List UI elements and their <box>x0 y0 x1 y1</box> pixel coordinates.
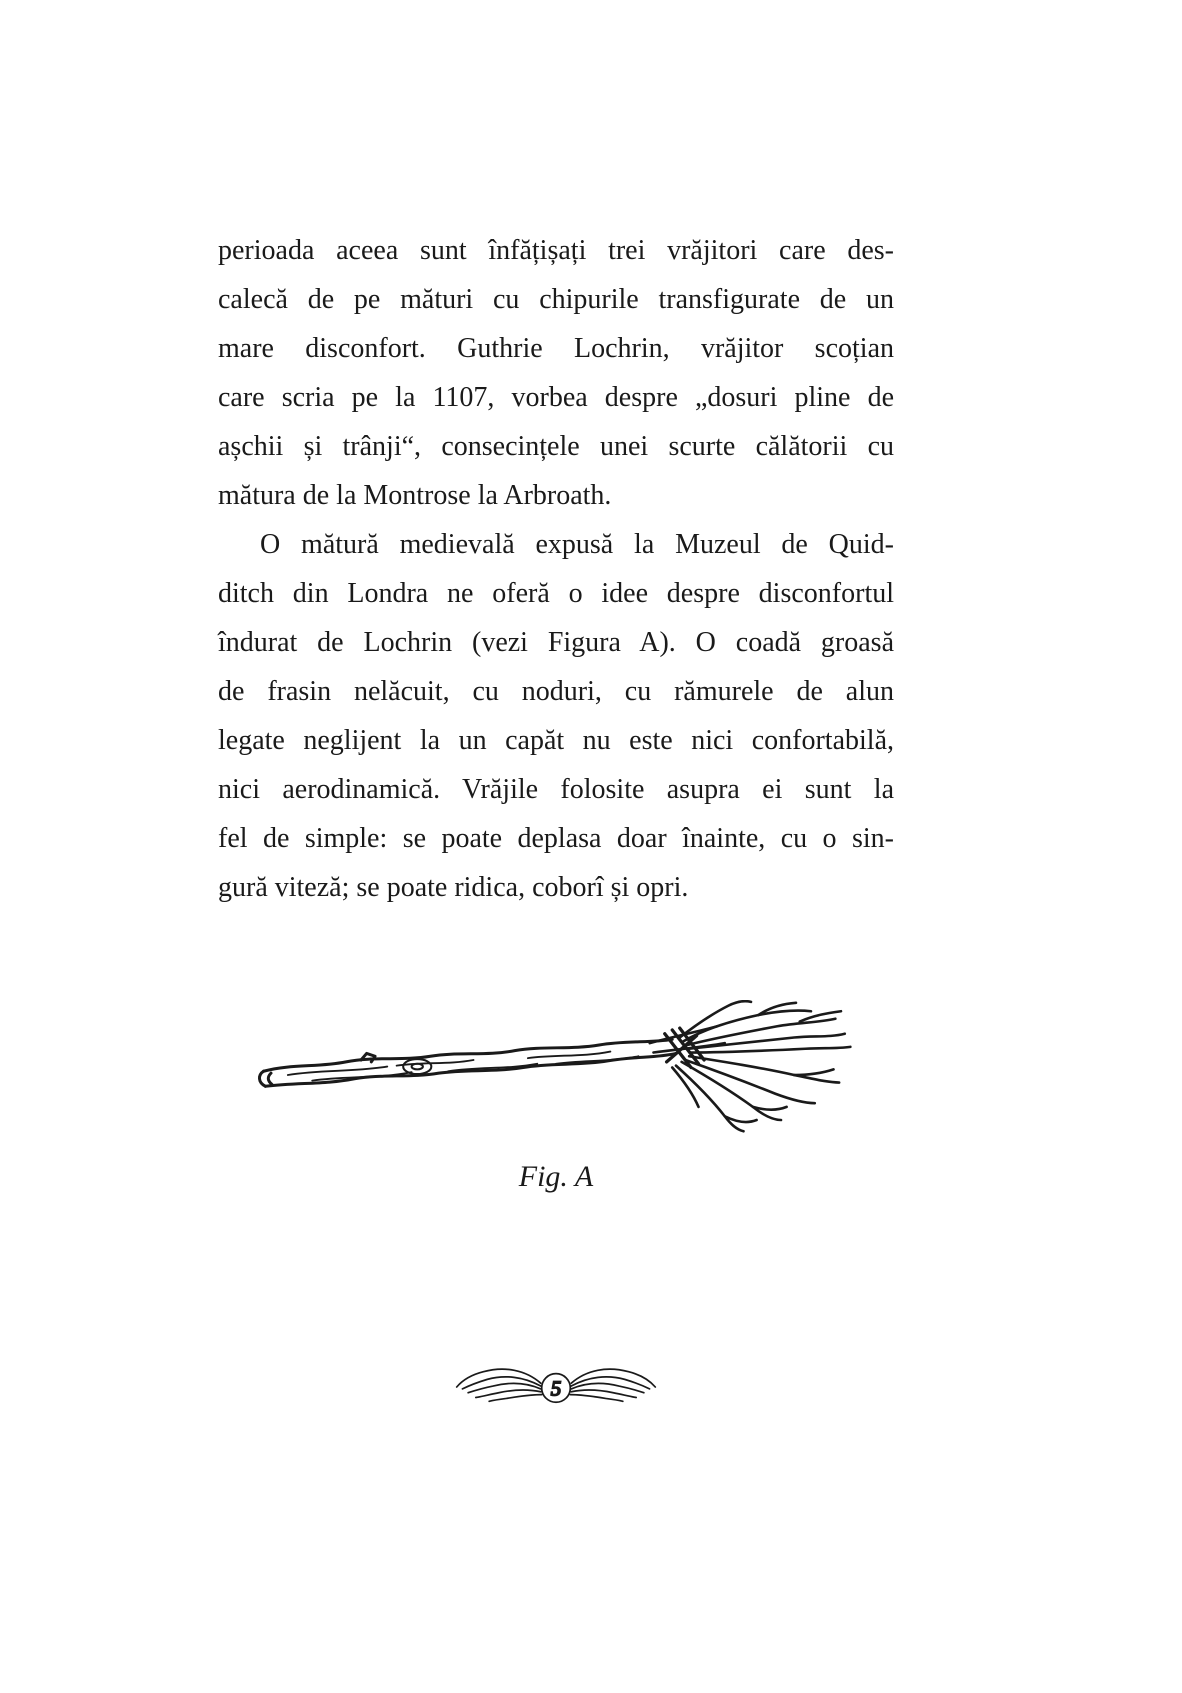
page-number: 5 <box>550 1376 562 1401</box>
text-line: nici aerodinamică. Vrăjile folosite asupra ei sunt la <box>218 774 894 805</box>
wings-icon <box>451 1360 661 1414</box>
figure-caption: Fig. A <box>518 1160 594 1193</box>
text-line: mătura de la Montrose la Arbroath. <box>218 480 612 511</box>
figure-a <box>218 1000 894 1194</box>
paragraph <box>218 520 894 912</box>
text-line: gură viteză; se poate ridica, coborî și opri. <box>218 872 689 903</box>
text-line: ditch din Londra ne oferă o idee despre disconfortul <box>218 578 894 609</box>
text-line: perioada aceea sunt înfățișați trei vrăjitori care des- <box>218 235 894 266</box>
text-line: îndurat de Lochrin (vezi Figura A). O coadă groasă <box>218 627 894 658</box>
right-wing <box>570 1369 655 1401</box>
winged-page-number <box>218 1360 894 1414</box>
broomstick-illustration <box>236 1000 876 1150</box>
text-line: de frasin nelăcuit, cu noduri, cu rămurele de alun <box>218 676 894 707</box>
text-line: care scria pe la 1107, vorbea despre „dosuri pline de <box>218 382 894 413</box>
text-line: așchii și trânji“, consecințele unei scurte călătorii cu <box>218 431 894 462</box>
paragraph-continuation <box>218 226 894 520</box>
left-wing <box>457 1369 542 1401</box>
text-line: O mătură medievală expusă la Muzeul de Quid- <box>260 529 894 560</box>
text-line: mare disconfort. Guthrie Lochrin, vrăjitor scoțian <box>218 333 894 364</box>
text-line: calecă de pe mături cu chipurile transfigurate de un <box>218 284 894 315</box>
text-line: fel de simple: se poate deplasa doar înainte, cu o sin- <box>218 823 894 854</box>
body-text <box>218 226 894 912</box>
text-line: legate neglijent la un capăt nu este nici confortabilă, <box>218 725 894 756</box>
